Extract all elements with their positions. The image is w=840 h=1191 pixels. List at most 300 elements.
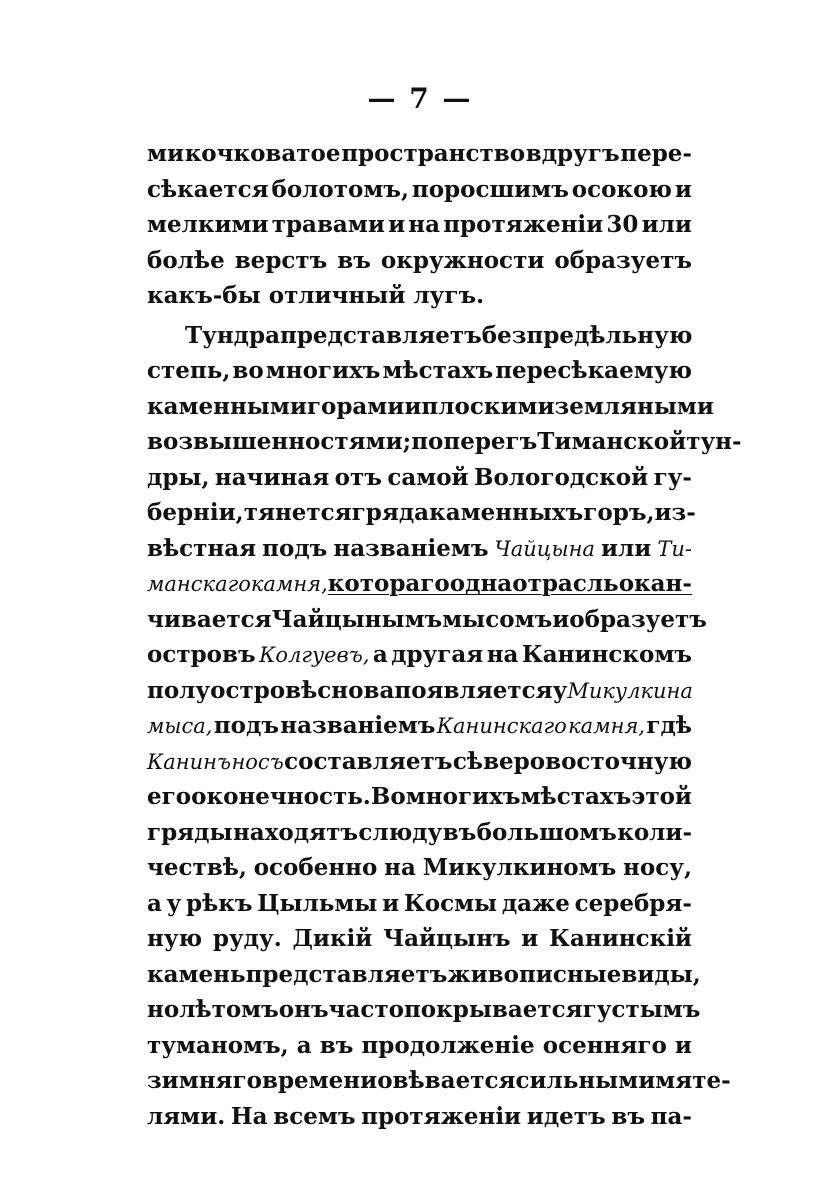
- word: [601, 535, 651, 562]
- word: [521, 783, 632, 810]
- text-run: гряды: [147, 818, 233, 846]
- word: [185, 322, 280, 349]
- word: [394, 677, 552, 704]
- text-run: въ: [611, 1102, 645, 1130]
- text-run: гу-: [653, 463, 692, 491]
- word: [147, 819, 233, 846]
- text-run: отличный: [268, 282, 406, 309]
- word: [429, 499, 583, 526]
- text-run: въ: [442, 818, 477, 846]
- text-run: даже: [501, 889, 570, 917]
- word: [619, 570, 692, 597]
- text-run: сѣверовосточную: [452, 747, 692, 775]
- word: [572, 176, 672, 203]
- word: [552, 606, 569, 633]
- word: [147, 247, 225, 274]
- text-run: каменныхъ: [429, 499, 584, 526]
- word: [213, 925, 282, 952]
- text-run: или: [600, 534, 652, 562]
- word: [280, 712, 435, 739]
- word: [442, 606, 552, 633]
- word: [388, 211, 405, 238]
- text-run: протяженіи: [443, 211, 604, 238]
- text-run: и: [404, 392, 422, 420]
- word: [575, 890, 692, 917]
- text-run: коли-: [617, 818, 692, 846]
- word: [404, 890, 497, 917]
- word: [371, 783, 406, 810]
- word: [191, 783, 371, 810]
- text-run: у: [166, 889, 182, 917]
- text-line: [147, 605, 707, 642]
- text-run: вѣстная: [147, 534, 257, 562]
- word: [147, 211, 269, 238]
- underlined-text: одна: [449, 570, 513, 597]
- italic-text: манскаго: [147, 572, 251, 596]
- italic-text: камня,: [568, 714, 646, 738]
- word: [279, 996, 329, 1023]
- word: [675, 1032, 692, 1059]
- text-run: слюду: [358, 818, 443, 846]
- word: [147, 925, 202, 952]
- word: [654, 499, 695, 526]
- word: [515, 1067, 655, 1094]
- word: [646, 712, 692, 739]
- text-run: лями.: [147, 1102, 226, 1130]
- word: [555, 393, 714, 420]
- text-run: поперегъ: [411, 428, 538, 455]
- word: [623, 854, 692, 881]
- word: [361, 1103, 521, 1130]
- word: [147, 1067, 262, 1094]
- italic-text: Колгуевъ,: [259, 643, 370, 667]
- text-run: представляетъ: [280, 321, 482, 349]
- text-run: Канинскомъ: [521, 641, 692, 668]
- word: [297, 1032, 312, 1059]
- text-run: кочковатое: [184, 140, 341, 167]
- word: [522, 641, 692, 668]
- text-run: образуетъ: [569, 605, 707, 633]
- word: [273, 1103, 355, 1130]
- body-text: [147, 140, 742, 1138]
- text-run: названіемъ: [280, 712, 436, 739]
- text-run: у: [552, 676, 568, 704]
- word: [423, 854, 617, 881]
- text-run: чествѣ,: [147, 854, 247, 881]
- text-run: а: [296, 1031, 312, 1059]
- word: [443, 211, 603, 238]
- word: [495, 357, 692, 384]
- word: [450, 570, 512, 597]
- text-run: лѣтомъ: [179, 996, 279, 1023]
- text-run: на: [408, 211, 441, 238]
- text-run: другая: [391, 641, 484, 668]
- word: [307, 393, 404, 420]
- word: [259, 641, 369, 668]
- text-run: всемъ: [273, 1102, 356, 1130]
- text-line: [147, 1103, 692, 1139]
- text-run: во: [232, 357, 264, 384]
- word: [387, 464, 468, 491]
- text-run: серебря-: [574, 889, 692, 917]
- text-line: [147, 960, 701, 997]
- text-run: Космы: [403, 889, 498, 917]
- text-run: мяте-: [655, 1067, 731, 1094]
- text-run: самой: [387, 463, 469, 491]
- word: [526, 140, 620, 167]
- word: [382, 357, 493, 384]
- text-run: Дикій: [292, 925, 373, 952]
- text-run: Микулкиномъ: [422, 854, 617, 881]
- word: [272, 606, 443, 633]
- word: [567, 677, 693, 704]
- word: [147, 748, 231, 775]
- word: [147, 677, 317, 704]
- word: [341, 140, 525, 167]
- word: [231, 748, 283, 775]
- word: [583, 499, 654, 526]
- word: [404, 393, 421, 420]
- word: [147, 499, 244, 526]
- word: [443, 819, 477, 846]
- word: [262, 1067, 377, 1094]
- word: [527, 1103, 606, 1130]
- text-line: [147, 854, 692, 890]
- text-run: подъ: [213, 712, 279, 739]
- text-run: лугъ.: [413, 282, 485, 309]
- word: [167, 890, 182, 917]
- text-run: травами: [271, 211, 385, 238]
- underlined-text: отрасль: [512, 570, 619, 597]
- word: [568, 712, 645, 739]
- word: [537, 428, 686, 455]
- text-run: камень: [147, 960, 246, 988]
- text-run: многихъ: [405, 783, 521, 810]
- word: [553, 677, 568, 704]
- word: [651, 1103, 692, 1130]
- word: [251, 570, 328, 597]
- text-run: островъ: [147, 641, 256, 668]
- word: [611, 1103, 645, 1130]
- text-line: [147, 925, 692, 961]
- text-run: На: [230, 1102, 268, 1130]
- text-run: земляными: [554, 392, 714, 420]
- word: [383, 925, 511, 952]
- text-run: туманомъ,: [147, 1031, 289, 1059]
- word: [271, 176, 408, 203]
- text-run: представляетъ: [245, 960, 448, 988]
- word: [421, 393, 554, 420]
- word: [147, 357, 230, 384]
- word: [549, 925, 692, 952]
- text-line: [147, 464, 692, 500]
- italic-text: камня,: [250, 572, 328, 596]
- text-run: отъ: [334, 463, 382, 491]
- word: [482, 322, 693, 349]
- word: [272, 211, 385, 238]
- text-run: степь,: [147, 357, 231, 384]
- word: [583, 996, 701, 1023]
- word: [147, 606, 272, 633]
- italic-text: Ти-: [657, 536, 692, 561]
- word: [675, 176, 692, 203]
- page-number: — 7 —: [367, 82, 473, 115]
- text-run: подъ: [262, 534, 328, 562]
- text-run: покрывается: [403, 996, 583, 1023]
- underlined-text: котораго: [327, 570, 450, 597]
- word: [147, 996, 179, 1023]
- word: [147, 890, 162, 917]
- text-run: а: [147, 889, 162, 917]
- text-run: густымъ: [582, 996, 701, 1023]
- word: [214, 712, 279, 739]
- word: [329, 996, 404, 1023]
- word: [147, 1103, 225, 1130]
- word: [328, 570, 450, 597]
- word: [147, 176, 269, 203]
- text-run: Чайцынъ: [383, 925, 511, 952]
- text-run: продолженіе: [361, 1031, 535, 1059]
- word: [317, 677, 394, 704]
- text-run: вдругъ: [525, 140, 620, 167]
- text-run: на: [384, 854, 416, 881]
- text-run: Тиманской: [537, 428, 687, 455]
- word: [147, 641, 256, 668]
- text-run: ную: [147, 925, 203, 952]
- text-run: Канинскій: [549, 925, 692, 952]
- word: [543, 1032, 667, 1059]
- text-run: горъ,: [583, 499, 655, 526]
- word: [391, 641, 483, 668]
- word: [521, 925, 538, 952]
- text-run: полуостровѣ: [147, 676, 318, 704]
- italic-text: Канинскаго: [436, 714, 567, 738]
- text-line: [147, 641, 692, 677]
- text-run: рѣкъ: [186, 889, 253, 917]
- text-line: [147, 357, 692, 393]
- text-run: протяженіи: [361, 1102, 522, 1130]
- text-run: живописные: [447, 960, 622, 988]
- text-run: зимняго: [147, 1067, 262, 1094]
- word: [358, 819, 442, 846]
- text-line: [147, 890, 692, 926]
- italic-text: носъ: [231, 749, 284, 774]
- text-line: [147, 748, 692, 784]
- word: [654, 464, 692, 491]
- word: [147, 140, 184, 167]
- text-run: мѣстахъ: [382, 357, 494, 384]
- text-run: оконечность.: [191, 783, 371, 810]
- word: [147, 961, 246, 988]
- word: [404, 996, 583, 1023]
- word: [147, 282, 261, 309]
- text-run: тун-: [686, 428, 742, 455]
- word: [569, 606, 707, 633]
- text-run: мѣстахъ: [520, 783, 632, 810]
- text-run: или: [641, 211, 692, 238]
- word: [335, 464, 382, 491]
- text-run: сильными: [515, 1067, 656, 1094]
- text-run: верстъ: [234, 246, 328, 274]
- text-run: болѣе: [147, 246, 225, 274]
- text-run: и: [382, 889, 400, 917]
- word: [686, 428, 741, 455]
- text-line: [147, 1032, 692, 1068]
- word: [215, 464, 329, 491]
- word: [412, 176, 569, 203]
- word: [147, 783, 191, 810]
- word: [373, 641, 388, 668]
- word: [382, 890, 399, 917]
- word: [554, 247, 692, 274]
- text-line: [147, 392, 714, 429]
- text-run: и: [552, 605, 570, 633]
- word: [233, 819, 358, 846]
- text-run: плоскими: [421, 392, 555, 420]
- text-run: снова: [317, 676, 395, 704]
- text-run: и: [521, 925, 539, 952]
- text-line: [147, 499, 696, 535]
- word: [147, 535, 256, 562]
- word: [337, 247, 371, 274]
- word: [642, 211, 692, 238]
- italic-text: мыса,: [147, 714, 213, 738]
- word: [262, 535, 327, 562]
- italic-text: Чайцына: [494, 536, 595, 561]
- word: [244, 499, 352, 526]
- text-run: и: [388, 211, 406, 238]
- word: [269, 282, 406, 309]
- word: [474, 464, 648, 491]
- text-run: въ: [319, 1031, 354, 1059]
- word: [186, 890, 253, 917]
- text-run: Чайцынымъ: [271, 605, 443, 633]
- word: [384, 854, 416, 881]
- text-run: сѣкается: [147, 175, 269, 203]
- text-run: времени: [261, 1067, 378, 1094]
- text-line: [147, 140, 692, 176]
- text-line: [147, 677, 692, 713]
- word: [487, 641, 519, 668]
- text-run: овѣвается: [377, 1067, 516, 1094]
- text-run: пространство: [341, 140, 526, 167]
- word: [147, 1032, 289, 1059]
- text-line: [147, 282, 692, 318]
- text-run: большомъ: [476, 818, 617, 846]
- text-run: Цыльмы: [257, 889, 378, 917]
- word: [361, 1032, 534, 1059]
- word: [257, 890, 377, 917]
- text-run: онъ: [278, 996, 329, 1023]
- word: [147, 854, 247, 881]
- word: [147, 428, 411, 455]
- word: [246, 961, 448, 988]
- text-run: руду.: [212, 925, 282, 952]
- word: [620, 140, 692, 167]
- word: [280, 322, 482, 349]
- word: [621, 961, 700, 988]
- word: [502, 890, 570, 917]
- text-run: образуетъ: [554, 246, 692, 274]
- text-run: въ: [337, 246, 371, 274]
- text-run: а: [372, 641, 388, 668]
- text-run: какъ-бы: [147, 282, 261, 309]
- text-run: но: [147, 996, 180, 1023]
- text-line: [147, 322, 692, 358]
- word: [266, 357, 381, 384]
- word: [477, 819, 617, 846]
- text-line: [147, 570, 692, 606]
- text-run: Тундра: [185, 321, 280, 349]
- text-run: па-: [650, 1102, 692, 1130]
- text-run: чивается: [147, 605, 272, 633]
- italic-text: Микулкина: [567, 678, 693, 703]
- text-run: Во: [370, 783, 406, 810]
- word: [377, 1067, 515, 1094]
- text-run: осокою: [571, 175, 673, 203]
- word: [437, 712, 567, 739]
- word: [352, 499, 429, 526]
- word: [631, 783, 692, 810]
- word: [292, 925, 372, 952]
- text-run: из-: [654, 499, 696, 526]
- text-run: идетъ: [526, 1102, 606, 1130]
- text-run: мысомъ: [442, 605, 553, 633]
- word: [406, 783, 521, 810]
- word: [179, 996, 279, 1023]
- word: [232, 357, 263, 384]
- text-line: [147, 428, 742, 464]
- word: [320, 1032, 354, 1059]
- word: [147, 570, 251, 597]
- word: [185, 140, 341, 167]
- text-line: [147, 1067, 731, 1103]
- text-run: гдѣ: [646, 712, 692, 739]
- word: [655, 1067, 730, 1094]
- word: [408, 211, 440, 238]
- word: [231, 1103, 268, 1130]
- text-run: появляется: [394, 676, 553, 704]
- text-run: находятъ: [232, 818, 358, 846]
- text-run: особенно: [253, 854, 378, 881]
- text-run: пере-: [620, 140, 692, 167]
- text-run: его: [147, 783, 192, 810]
- text-line: [147, 535, 692, 571]
- word: [284, 748, 452, 775]
- text-line: [147, 211, 692, 247]
- text-line: [147, 996, 701, 1032]
- text-run: мелкими: [147, 211, 269, 238]
- italic-text: Канинъ: [147, 749, 231, 774]
- underlined-text: окан-: [618, 570, 692, 597]
- text-run: носу,: [623, 854, 692, 881]
- text-run: болотомъ,: [271, 175, 409, 203]
- text-line: [147, 247, 692, 283]
- text-run: окружности: [380, 246, 545, 274]
- word: [447, 961, 621, 988]
- text-run: и: [674, 175, 692, 203]
- text-run: поросшимъ: [411, 175, 569, 203]
- word: [657, 535, 692, 562]
- text-run: часто: [328, 996, 404, 1023]
- text-run: берніи,: [147, 499, 244, 526]
- text-run: дры,: [147, 463, 210, 491]
- text-run: тянется: [243, 499, 352, 526]
- text-run: безпредѣльную: [481, 321, 693, 349]
- text-run: возвышенностями;: [147, 428, 412, 455]
- text-run: гряда: [351, 499, 430, 526]
- text-run: названіемъ: [333, 534, 489, 562]
